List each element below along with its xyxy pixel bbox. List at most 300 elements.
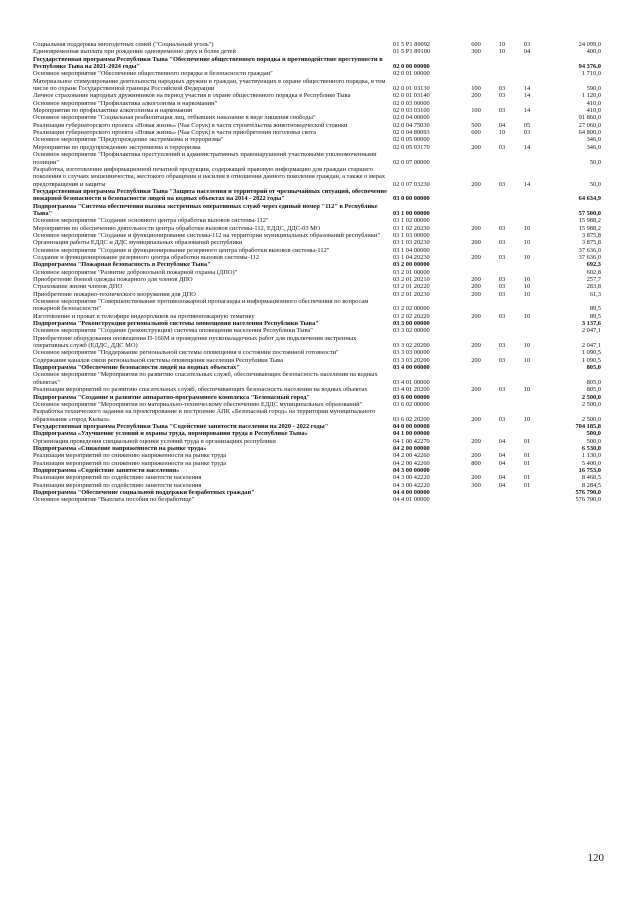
table-row: [33, 445, 601, 452]
table-row: [33, 56, 601, 71]
row-code: 04 2 00 42260: [393, 459, 430, 467]
row-name: Подпрограмма "Обеспечение социальной поддержки безработных граждан": [33, 488, 255, 496]
row-subsection: 10: [523, 276, 531, 283]
row-subsection: [515, 114, 539, 121]
row-subsection: [515, 269, 539, 276]
table-row: [33, 247, 601, 254]
row-code: 04 3 00 42220: [393, 481, 430, 489]
row-code: 03 1 04 20230: [393, 253, 430, 261]
table-row: [33, 482, 601, 489]
row-amount: 257,7: [586, 276, 601, 283]
row-expense-type: [463, 232, 489, 239]
row-name: Подпрограмма "Обеспечение безопасности людей на водных объектах": [33, 364, 240, 372]
table-row: [33, 430, 601, 437]
row-expense-type: 200: [471, 239, 481, 247]
row-section: 03: [498, 276, 506, 283]
row-subsection: [515, 467, 539, 474]
table-row: [33, 100, 601, 107]
row-name: Содержание каналов связи региональной системы оповещения населения Республики Тыва: [33, 356, 283, 364]
row-section: [489, 349, 515, 356]
row-section: 10: [498, 129, 506, 137]
row-expense-type: [463, 56, 489, 71]
row-amount: 805,0: [586, 378, 601, 386]
row-code: 02 0 04 00000: [393, 114, 430, 122]
table-row: [33, 327, 601, 334]
row-section: [489, 136, 515, 143]
table-row: [33, 423, 601, 430]
table-row: [33, 144, 601, 151]
row-subsection: [515, 151, 539, 166]
row-amount: 50,0: [589, 180, 601, 188]
row-code: 03 4 00 00000: [393, 364, 430, 372]
row-expense-type: 200: [471, 474, 481, 482]
row-subsection: [515, 320, 539, 327]
table-row: [33, 254, 601, 261]
row-amount: 3 875,8: [581, 231, 601, 239]
row-code: 02 0 05 03170: [393, 143, 430, 151]
row-subsection: 14: [523, 85, 531, 93]
row-subsection: [515, 70, 539, 77]
row-subsection: 01: [523, 481, 531, 489]
row-name: Мероприятия по профилактике алкоголизма и наркомании: [33, 107, 193, 115]
row-section: [489, 371, 515, 386]
table-row: [33, 41, 601, 48]
row-code: 02 0 01 03130: [393, 85, 430, 93]
row-name: Основное мероприятие "Поддержание региональной системы оповещения в состоянии постоянной готовности": [33, 349, 339, 357]
row-expense-type: [463, 114, 489, 121]
row-code: 03 2 02 00000: [393, 305, 430, 313]
row-subsection: 01: [523, 474, 531, 482]
row-section: [489, 217, 515, 224]
row-subsection: [515, 496, 539, 503]
row-amount: 94 376,0: [578, 63, 601, 71]
row-name: Разработка, изготовление информационной печатной продукции, содержащей правовую информацию для граждан старшего поколения о случаях мошенничества, жестокого обращения и насилия в отношении данного поколения граждан, а также о мерах предотвращения и защиты: [33, 165, 386, 188]
row-subsection: 10: [523, 342, 531, 350]
row-section: 04: [498, 459, 506, 467]
row-section: 04: [498, 481, 506, 489]
row-name: Основное мероприятие "Профилактика преступлений и административных правонарушений участковыми уполномоченными полиции": [33, 151, 377, 166]
row-code: 03 3 03 20200: [393, 356, 430, 364]
row-expense-type: [463, 430, 489, 437]
row-amount: 37 636,0: [578, 253, 601, 261]
row-subsection: [515, 423, 539, 430]
row-amount: 805,0: [586, 386, 601, 394]
row-subsection: [515, 394, 539, 401]
row-code: 03 2 01 00000: [393, 268, 430, 276]
row-subsection: 10: [523, 253, 531, 261]
row-name: Организация проведения специальной оценки условий труда в организациях республики: [33, 437, 276, 445]
row-name: Реализация мероприятий по развитию спасательных служб, обеспечивающих безопасность населения на водных объектах: [33, 386, 368, 394]
row-code: 04 2 00 42260: [393, 452, 430, 460]
row-section: 03: [498, 415, 506, 423]
row-code: 03 6 02 20200: [393, 415, 430, 423]
row-section: 03: [498, 85, 506, 93]
row-name: Мероприятия по предупреждению экстремизма и терроризма: [33, 143, 201, 151]
row-section: [489, 327, 515, 334]
row-code: 02 0 00 00000: [393, 63, 430, 71]
row-expense-type: [463, 327, 489, 334]
row-amount: 5 400,0: [581, 459, 601, 467]
row-name: Государственная программа Республики Тыва "Содействие занятости населения на 2020 - 2022 годы": [33, 422, 329, 430]
row-amount: 15 988,2: [578, 217, 601, 225]
row-code: 02 0 03 00000: [393, 99, 430, 107]
row-name: Основное мероприятие "Создание и функционирование резервного центра обработки вызовов системы-112": [33, 246, 330, 254]
row-code: 03 3 03 00000: [393, 349, 430, 357]
row-code: 02 0 04 75030: [393, 121, 430, 129]
row-amount: 346,0: [586, 143, 601, 151]
row-amount: 57 500,0: [578, 209, 601, 217]
row-code: 03 0 00 00000: [393, 195, 430, 203]
row-subsection: 01: [523, 452, 531, 460]
table-row: [33, 474, 601, 481]
row-code: 03 4 01 00000: [393, 378, 430, 386]
row-expense-type: [463, 70, 489, 77]
row-expense-type: 200: [471, 386, 481, 394]
row-code: 02 0 03 03100: [393, 107, 430, 115]
row-expense-type: 200: [471, 180, 481, 188]
row-name: Реализация мероприятий по содействию занятости населения: [33, 474, 202, 482]
row-code: 03 1 02 00000: [393, 217, 430, 225]
row-code: 04 0 00 00000: [393, 422, 430, 430]
budget-table: [33, 41, 601, 504]
row-subsection: [515, 247, 539, 254]
row-subsection: [515, 445, 539, 452]
row-name: Страхование жизни членов ДПО: [33, 283, 123, 291]
row-name: Изготовление и прокат в телеэфире видеороликов на противопожарную тематику: [33, 312, 255, 320]
row-name: Организация работы ЕДДС и ДДС муниципальных образований республики: [33, 239, 243, 247]
row-name: Подпрограмма "Реконструкция региональной системы оповещения населения Республики Тыва": [33, 320, 319, 328]
row-amount: 89,5: [589, 305, 601, 313]
row-amount: 2 500,0: [581, 393, 601, 401]
row-name: Единовременная выплата при рождении одновременно двух и более детей: [33, 48, 236, 56]
row-expense-type: [463, 371, 489, 386]
row-name: Подпрограмма «Улучшение условий и охраны труда, нормирования труда в Республике Тыва»: [33, 430, 308, 438]
row-amount: 61,3: [589, 290, 601, 298]
row-expense-type: 800: [471, 459, 481, 467]
row-subsection: 03: [523, 129, 531, 137]
row-expense-type: 600: [471, 41, 481, 48]
row-expense-type: 200: [471, 92, 481, 100]
budget-table-body: [33, 41, 601, 504]
row-section: [489, 232, 515, 239]
row-name: Подпрограмма «Содействие занятости населения»: [33, 466, 180, 474]
row-name: Приобретение оборудования оповещения П-166М и проведение пусконаладочных работ для подключения экстренных оперативных служб (ЕДДС, ДДС МО): [33, 334, 357, 350]
row-section: [489, 56, 515, 71]
row-expense-type: [463, 151, 489, 166]
row-subsection: [515, 56, 539, 71]
table-row: [33, 386, 601, 393]
row-subsection: [515, 298, 539, 313]
row-name: Социальная поддержка многодетных семей ("Социальный уголь"): [33, 41, 214, 48]
row-expense-type: 200: [471, 312, 481, 320]
row-expense-type: [463, 349, 489, 356]
row-code: 04 1 00 00000: [393, 430, 430, 438]
row-expense-type: [463, 320, 489, 327]
row-expense-type: 200: [471, 143, 481, 151]
row-expense-type: [463, 188, 489, 203]
row-expense-type: 200: [471, 415, 481, 423]
row-amount: 1 090,5: [581, 356, 601, 364]
row-code: 03 2 01 20210: [393, 276, 430, 283]
row-expense-type: 200: [471, 452, 481, 460]
row-code: 03 3 02 00000: [393, 327, 430, 335]
row-expense-type: 200: [471, 276, 481, 283]
row-subsection: [515, 327, 539, 334]
row-expense-type: [463, 445, 489, 452]
row-section: 03: [498, 386, 506, 394]
row-section: [489, 298, 515, 313]
row-amount: 1 130,0: [581, 452, 601, 460]
row-amount: 15 988,2: [578, 224, 601, 232]
row-section: [489, 467, 515, 474]
row-code: 02 0 05 00000: [393, 136, 430, 144]
row-expense-type: 100: [471, 85, 481, 93]
row-section: [489, 70, 515, 77]
row-section: [489, 401, 515, 408]
table-row: [33, 349, 601, 356]
row-subsection: 10: [523, 224, 531, 232]
row-subsection: [515, 188, 539, 203]
table-row: [33, 107, 601, 114]
row-name: Материальное стимулирование деятельности народных дружин и граждан, участвующих в охране общественного порядка, в том числе по охране Государственной границы Российской Федерации: [33, 77, 386, 93]
row-section: [489, 320, 515, 327]
row-name: Основное мероприятие "Создание основного центра обработки вызовов системы-112": [33, 217, 269, 225]
row-amount: 2 047,1: [581, 342, 601, 350]
row-amount: 692,3: [586, 261, 601, 269]
row-subsection: [515, 371, 539, 386]
row-amount: 1 120,0: [581, 92, 601, 100]
table-row: [33, 467, 601, 474]
row-amount: 576 790,0: [575, 488, 601, 496]
row-expense-type: [463, 217, 489, 224]
row-section: 03: [498, 143, 506, 151]
row-name: Основное мероприятие "Обеспечение общественного порядка и безопасности граждан": [33, 70, 273, 78]
row-section: [489, 261, 515, 268]
row-subsection: [515, 100, 539, 107]
row-code: 03 2 01 20220: [393, 283, 430, 291]
row-section: [489, 188, 515, 203]
row-subsection: [515, 364, 539, 371]
table-row: [33, 78, 601, 93]
row-subsection: 01: [523, 437, 531, 445]
row-code: 02 0 07 00000: [393, 158, 430, 166]
row-name: Основное мероприятие "Развитие добровольной пожарной охраны (ДПО)": [33, 268, 238, 276]
row-expense-type: 300: [471, 481, 481, 489]
row-expense-type: [463, 423, 489, 430]
row-name: Подпрограмма «Снижение напряженности на рынке труда»: [33, 444, 207, 452]
table-row: [33, 136, 601, 143]
row-subsection: [515, 430, 539, 437]
row-subsection: 10: [523, 312, 531, 320]
row-code: 02 0 07 03230: [393, 180, 430, 188]
row-amount: 2 047,1: [581, 327, 601, 335]
row-name: Реализация губернаторского проекта «Новая жизнь» (Чаа Сорук) в части строительства животноводческой стоянки: [33, 121, 348, 129]
row-subsection: [515, 349, 539, 356]
row-code: 03 6 02 00000: [393, 400, 430, 408]
table-row: [33, 401, 601, 408]
row-code: 03 2 02 20220: [393, 312, 430, 320]
row-name: Государственная программа Республики Тыва "Защита населения и территорий от чрезвычайных ситуаций, обеспечение пожарной безопасности и безопасности людей на водных объектах на 2014 - 2022 годы": [33, 187, 387, 203]
row-subsection: [515, 232, 539, 239]
row-code: 02 0 01 03140: [393, 92, 430, 100]
row-amount: 500,0: [586, 430, 601, 438]
row-amount: 1 710,0: [581, 70, 601, 78]
row-amount: 8 284,5: [581, 481, 601, 489]
table-row: [33, 496, 601, 503]
table-row: [33, 394, 601, 401]
table-row: [33, 261, 601, 268]
table-row: [33, 452, 601, 459]
row-section: 03: [498, 224, 506, 232]
row-amount: 3 137,6: [581, 320, 601, 328]
table-row: [33, 129, 601, 136]
row-code: 03 1 03 00000: [393, 231, 430, 239]
row-expense-type: [463, 364, 489, 371]
table-row: [33, 203, 601, 218]
row-section: 03: [498, 290, 506, 298]
row-expense-type: 200: [471, 342, 481, 350]
row-section: [489, 445, 515, 452]
row-name: Приобретение боевой одежды пожарного для членов ДПО: [33, 276, 193, 283]
row-section: 03: [498, 356, 506, 364]
row-expense-type: 100: [471, 107, 481, 115]
row-name: Приобретение пожарно-технического вооружения для ДПО: [33, 290, 196, 298]
row-subsection: [515, 489, 539, 496]
row-amount: 704 185,8: [575, 422, 601, 430]
row-amount: 50,0: [589, 158, 601, 166]
table-row: [33, 364, 601, 371]
row-name: Основное мероприятие "Выплата пособия по безработице": [33, 496, 195, 504]
row-name: Подпрограмма "Пожарная безопасность в Республике Тыва": [33, 261, 211, 269]
row-code: 03 2 01 20230: [393, 290, 430, 298]
row-subsection: 10: [523, 415, 531, 423]
row-expense-type: [463, 203, 489, 218]
row-section: 10: [498, 41, 506, 48]
row-name: Государственная программа Республики Тыва "Обеспечение общественного порядка и противодействие преступности в Республике Тыва на 2021-2024 годы": [33, 55, 383, 71]
row-section: [489, 364, 515, 371]
table-row: [33, 70, 601, 77]
row-section: 03: [498, 253, 506, 261]
row-amount: 576 790,0: [575, 496, 601, 504]
table-row: [33, 335, 601, 350]
row-subsection: 14: [523, 143, 531, 151]
row-name: Основное мероприятие "Профилактика алкоголизма и наркомании": [33, 99, 218, 107]
row-subsection: 03: [523, 41, 531, 48]
row-section: [489, 100, 515, 107]
row-amount: 16 753,0: [578, 466, 601, 474]
row-expense-type: 600: [471, 129, 481, 137]
row-amount: 283,8: [586, 283, 601, 291]
row-subsection: 10: [523, 283, 531, 291]
row-section: [489, 247, 515, 254]
row-amount: 27 060,0: [578, 121, 601, 129]
row-amount: 2 500,0: [581, 400, 601, 408]
row-code: 03 1 00 00000: [393, 209, 430, 217]
row-expense-type: [463, 261, 489, 268]
row-name: Реализация мероприятий по снижению напряженности на рынке труда: [33, 452, 227, 460]
row-name: Реализация мероприятий по содействию занятости населения: [33, 481, 202, 489]
row-amount: 37 636,0: [578, 246, 601, 254]
row-name: Основное мероприятие "Социальная реабилитация лиц, отбывших наказание в виде лишения свободы": [33, 114, 316, 122]
row-section: 03: [498, 283, 506, 291]
row-code: 03 2 00 00000: [393, 261, 430, 269]
row-section: 03: [498, 180, 506, 188]
row-amount: 6 530,0: [581, 444, 601, 452]
row-expense-type: [463, 496, 489, 503]
row-subsection: [515, 261, 539, 268]
row-expense-type: [463, 467, 489, 474]
row-amount: 91 860,0: [578, 114, 601, 122]
row-expense-type: [463, 489, 489, 496]
row-name: Основное мероприятие "Мероприятия по развитию спасательных служб, обеспечивающих безопасность населения на водных объектах": [33, 371, 378, 386]
table-row: [33, 225, 601, 232]
row-amount: 89,5: [589, 312, 601, 320]
row-expense-type: [463, 100, 489, 107]
row-amount: 410,0: [586, 99, 601, 107]
row-subsection: 04: [523, 48, 531, 56]
row-amount: 64 800,0: [578, 129, 601, 137]
row-section: [489, 203, 515, 218]
table-row: [33, 239, 601, 246]
row-section: [489, 489, 515, 496]
row-section: [489, 151, 515, 166]
row-code: 03 6 00 00000: [393, 393, 430, 401]
row-amount: 24 099,0: [578, 41, 601, 48]
row-amount: 64 634,9: [578, 195, 601, 203]
table-row: [33, 357, 601, 364]
row-subsection: 14: [523, 92, 531, 100]
table-row: [33, 232, 601, 239]
row-name: Основное мероприятие "Создание (реконструкция) системы оповещения населения Республики Тыва": [33, 327, 313, 335]
table-row: [33, 122, 601, 129]
row-subsection: 10: [523, 239, 531, 247]
row-name: Основное мероприятие "Мероприятия по материально-техническому обеспечению ЕДДС муниципальных образований": [33, 400, 363, 408]
row-section: 04: [498, 452, 506, 460]
row-amount: 3 875,8: [581, 239, 601, 247]
table-row: [33, 408, 601, 423]
table-row: [33, 92, 601, 99]
row-code: 03 1 02 20230: [393, 224, 430, 232]
row-subsection: [515, 217, 539, 224]
row-expense-type: 300: [471, 48, 481, 56]
row-expense-type: 200: [471, 224, 481, 232]
row-name: Реализация губернаторского проекта «Новая жизнь» (Чаа Сорук) в части приобретения поголовья скота: [33, 129, 317, 137]
row-code: 04 3 00 42220: [393, 474, 430, 482]
row-section: [489, 496, 515, 503]
row-expense-type: [463, 298, 489, 313]
row-subsection: 01: [523, 459, 531, 467]
row-subsection: 10: [523, 386, 531, 394]
row-expense-type: [463, 247, 489, 254]
row-name: Основное мероприятие "Предупреждение экстремизма и терроризма": [33, 136, 224, 144]
row-subsection: 05: [523, 121, 531, 129]
row-subsection: 10: [523, 290, 531, 298]
row-section: 10: [498, 48, 506, 56]
row-amount: 1 090,5: [581, 349, 601, 357]
row-section: [489, 423, 515, 430]
row-amount: 346,0: [586, 136, 601, 144]
table-row: [33, 371, 601, 386]
table-row: [33, 298, 601, 313]
row-code: 03 4 01 20200: [393, 386, 430, 394]
row-code: 04 3 00 00000: [393, 466, 430, 474]
row-section: [489, 394, 515, 401]
row-subsection: [515, 203, 539, 218]
row-code: 04 2 00 00000: [393, 444, 430, 452]
table-row: [33, 283, 601, 290]
row-subsection: 10: [523, 356, 531, 364]
row-amount: 2 500,0: [581, 415, 601, 423]
